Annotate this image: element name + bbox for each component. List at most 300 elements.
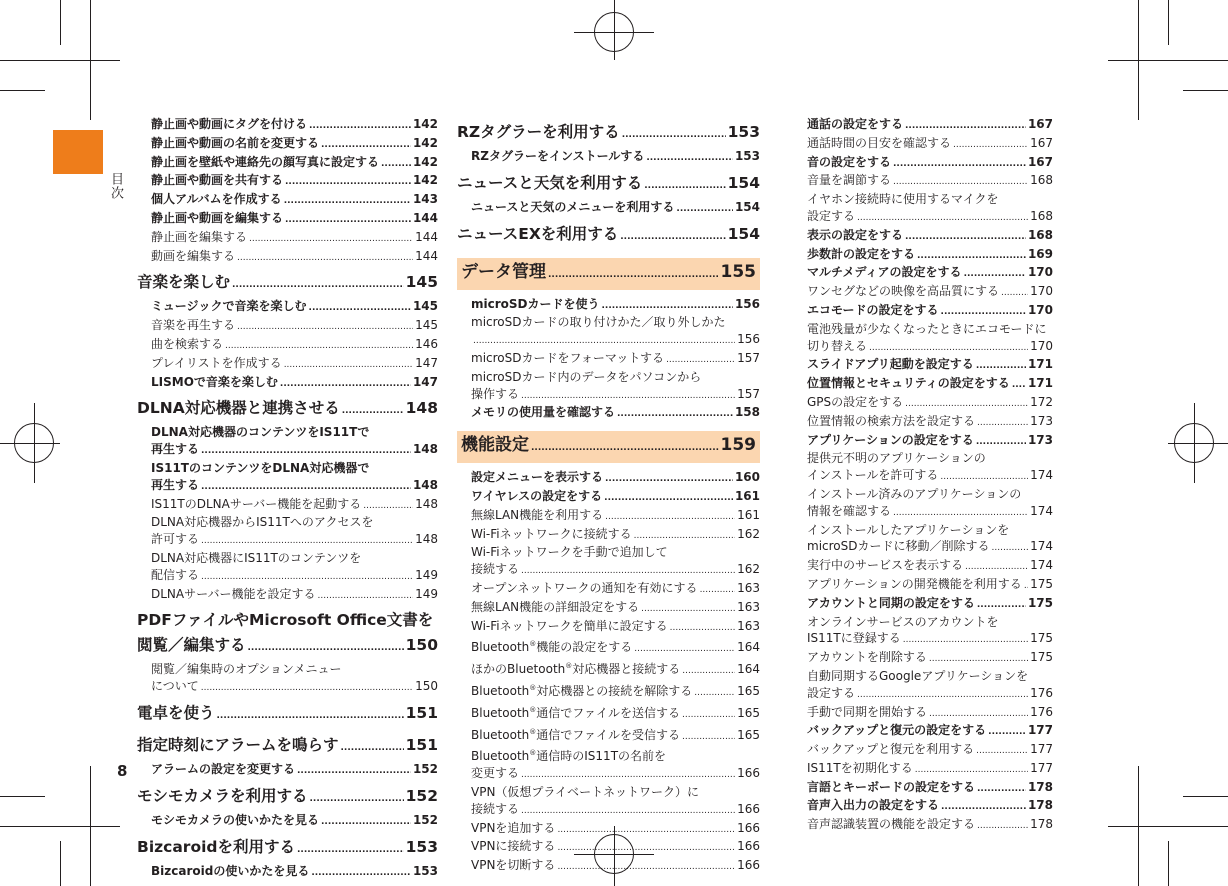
entry-title: 音声認識装置の機能を設定する [807, 817, 976, 832]
entry-title-post: 対応機器と接続する [572, 662, 681, 677]
dot-leader [953, 135, 1028, 154]
entry-title: モシモカメラの使いかたを見る [151, 812, 320, 827]
page-ref: 166 [737, 766, 760, 781]
dot-leader [634, 639, 735, 658]
toc-entry [457, 784, 760, 820]
toc-entry [793, 375, 1053, 394]
page-ref: 177 [1030, 760, 1053, 775]
page-ref: 166 [737, 858, 760, 873]
entry-title: Bizcaroidを利用する [137, 837, 295, 856]
page-ref: 178 [1027, 798, 1053, 813]
entry-title: Wi-Fiネットワークを簡単に設定する [471, 618, 668, 633]
entry-title: バックアップと復元の設定をする [807, 723, 987, 738]
toc-column-1 [137, 116, 438, 881]
page-ref: 158 [734, 405, 760, 420]
entry-title: アカウントを削除する [807, 650, 927, 665]
dot-leader [634, 526, 735, 545]
dot-leader [620, 222, 725, 250]
side-tab-marker [53, 130, 103, 174]
toc-entry [793, 595, 1053, 614]
toc-entry [793, 321, 1053, 357]
dot-leader [929, 704, 1028, 723]
page-ref: 145 [412, 299, 438, 314]
toc-item [793, 630, 1053, 649]
chapter-heading [137, 396, 438, 424]
page-ref: 178 [1030, 817, 1053, 832]
toc-entry [457, 724, 760, 746]
toc-item [137, 586, 438, 605]
toc-item-line1: microSDカードの取り付けかた／取り外しかた [471, 315, 726, 330]
toc-entry [137, 270, 438, 298]
toc-entry [793, 246, 1053, 265]
toc-entry [793, 704, 1053, 723]
toc-item [457, 724, 760, 746]
dot-leader [280, 374, 411, 393]
page-ref: 175 [1030, 631, 1053, 646]
dot-leader [201, 531, 413, 550]
toc-entry [793, 394, 1053, 413]
dot-leader [857, 685, 1028, 704]
dot-leader [321, 812, 411, 831]
toc-entry [793, 557, 1053, 576]
toc-entry [793, 172, 1053, 191]
page-ref: 173 [1027, 432, 1053, 447]
chapter-heading [137, 701, 438, 729]
dot-leader [201, 567, 413, 586]
toc-item [457, 199, 760, 218]
toc-entry [457, 431, 760, 463]
toc-item [793, 264, 1053, 283]
entry-title: ワンセグなどの映像を高品質にする [807, 284, 1000, 299]
page-ref: 172 [1030, 394, 1053, 409]
toc-item [793, 432, 1053, 451]
entry-title: 歩数計の設定をする [807, 246, 916, 261]
page-ref: 167 [1027, 117, 1053, 131]
toc-item [793, 797, 1053, 816]
dot-leader [893, 154, 1026, 173]
toc-entry [137, 761, 438, 780]
page-ref: 170 [1027, 265, 1053, 280]
page-ref: 170 [1030, 284, 1053, 299]
toc-item [137, 154, 438, 173]
toc-item [793, 741, 1053, 760]
page-ref: 162 [737, 562, 760, 577]
toc-entry [137, 229, 438, 248]
entry-title: VPNを追加する [471, 820, 556, 835]
entry-title: 個人アルバムを作成する [151, 192, 282, 207]
entry-title: ニュースと天気のメニューを利用する [471, 199, 675, 214]
toc-entry [137, 248, 438, 267]
page-ref: 144 [415, 229, 438, 244]
dot-leader [905, 116, 1026, 135]
dot-leader [622, 120, 726, 148]
toc-entry [457, 820, 760, 839]
dot-leader [201, 441, 411, 460]
entry-title: アプリケーションの設定をする [807, 432, 974, 447]
toc-entry [457, 857, 760, 876]
dot-leader [557, 857, 735, 876]
toc-item [457, 148, 760, 167]
toc-entry [457, 680, 760, 702]
page-ref: 177 [1030, 742, 1053, 757]
entry-title: 位置情報とセキュリティの設定をする [807, 376, 1010, 391]
page-ref: 162 [737, 526, 760, 541]
page-ref: 161 [734, 488, 760, 503]
toc-item [457, 680, 760, 702]
toc-entry [457, 838, 760, 857]
dot-leader [237, 317, 413, 336]
toc-item-line1: インストールしたアプリケーションを [807, 522, 1010, 537]
section-heading [457, 258, 760, 290]
page-ref: 161 [737, 507, 760, 522]
entry-title: ニュースと天気を利用する [457, 173, 643, 192]
dot-leader [521, 765, 735, 784]
entry-title: 閲覧／編集する [137, 636, 246, 655]
dot-leader [941, 302, 1026, 321]
dot-leader [521, 561, 735, 580]
toc-item [457, 618, 760, 637]
dot-leader [617, 404, 733, 423]
page-ref: 163 [737, 599, 760, 614]
entry-title: 設定する [807, 685, 856, 700]
toc-item [793, 538, 1053, 557]
toc-entry [793, 227, 1053, 246]
toc-entry [137, 116, 438, 135]
dot-leader [309, 116, 411, 135]
toc-item [793, 375, 1053, 394]
dot-leader [929, 649, 1028, 668]
entry-title: LISMOで音楽を楽しむ [151, 374, 278, 389]
page-ref: 142 [412, 117, 438, 131]
toc-item [137, 812, 438, 831]
toc-item [793, 116, 1053, 135]
toc-item [457, 526, 760, 545]
toc-item-line1: microSDカード内のデータをパソコンから [471, 369, 702, 384]
toc-item [793, 760, 1053, 779]
entry-title: microSDカードに移動／削除する [807, 539, 990, 554]
toc-item [137, 229, 438, 248]
toc-item-line1: 自動同期するGoogleアプリケーションを [807, 668, 1029, 683]
page-ref: 160 [734, 470, 760, 485]
toc-item [137, 477, 438, 496]
toc-item [137, 761, 438, 780]
toc-entry [137, 135, 438, 154]
toc-entry [137, 496, 438, 515]
toc-entry [793, 614, 1053, 650]
entry-title: 音の設定をする [807, 154, 892, 169]
dot-leader [381, 154, 411, 173]
dot-leader [1001, 283, 1028, 302]
toc-item [457, 488, 760, 507]
page-ref: 166 [737, 820, 760, 835]
page-ref: 157 [737, 386, 760, 401]
toc-item [137, 135, 438, 154]
toc-entry [793, 413, 1053, 432]
entry-title-post: 通信でファイルを受信する [536, 727, 681, 742]
dot-leader [905, 227, 1026, 246]
dot-leader [605, 469, 733, 488]
toc-entry [457, 488, 760, 507]
page-ref: 142 [412, 135, 438, 150]
page-ref: 176 [1030, 704, 1053, 719]
entry-title: について [151, 679, 199, 694]
side-tab-label: 目次 [108, 172, 123, 200]
toc-entry [793, 668, 1053, 704]
dot-leader [976, 741, 1028, 760]
page-ref: 170 [1030, 338, 1053, 353]
toc-item [137, 172, 438, 191]
toc-item [457, 658, 760, 680]
registered-mark: ® [529, 683, 537, 692]
toc-entry [457, 618, 760, 637]
page-ref: 175 [1027, 595, 1053, 610]
entry-title-pre: Bluetooth [471, 683, 530, 698]
dot-leader [297, 761, 411, 780]
dot-leader [976, 432, 1026, 451]
entry-title: 情報を確認する [807, 503, 892, 518]
toc-entry [793, 191, 1053, 227]
entry-title: VPNを切断する [471, 858, 556, 873]
toc-entry [793, 356, 1053, 375]
toc-item [137, 298, 438, 317]
entry-title: IS11Tを初期化する [807, 760, 913, 775]
entry-title: RZタグラーを利用する [457, 123, 620, 141]
toc-item [793, 135, 1053, 154]
toc-entry [457, 526, 760, 545]
entry-title: 指定時刻にアラームを鳴らす [137, 735, 339, 754]
page-ref: 154 [734, 199, 760, 214]
dot-leader [941, 797, 1026, 816]
dot-leader [670, 618, 735, 637]
page-ref: 165 [737, 683, 760, 698]
toc-item [137, 441, 438, 460]
page-ref: 166 [737, 801, 760, 816]
page-ref: 150 [415, 679, 438, 694]
entry-title: スライドアプリ起動を設定する [807, 357, 974, 372]
toc-entry [793, 779, 1053, 798]
entry-title: 再生する [151, 477, 200, 492]
dot-leader [992, 538, 1029, 557]
toc-item [137, 317, 438, 336]
page-ref: 166 [737, 839, 760, 854]
page-ref: 167 [1030, 135, 1053, 150]
toc-entry [793, 760, 1053, 779]
entry-title: 動画を編集する [151, 248, 236, 263]
entry-title: RZタグラーをインストールする [471, 149, 645, 163]
entry-title: 設定する [807, 208, 856, 223]
toc-entry [137, 608, 438, 661]
page-ref: 152 [412, 761, 438, 776]
page-ref: 163 [737, 580, 760, 595]
entry-title: 静止画を編集する [151, 229, 248, 244]
dot-leader [641, 599, 735, 618]
toc-item [137, 116, 438, 135]
page-ref: 153 [405, 837, 438, 856]
dot-leader [940, 467, 1028, 486]
dot-leader [473, 331, 735, 350]
toc-item [793, 649, 1053, 668]
page-ref: 168 [1030, 208, 1053, 223]
toc-entry [137, 374, 438, 393]
toc-item [457, 838, 760, 857]
dot-leader [666, 350, 735, 369]
toc-entry [457, 544, 760, 580]
toc-item-line1: DLNA対応機器のコンテンツをIS11Tで [151, 425, 370, 440]
dot-leader [521, 801, 735, 820]
toc-item [793, 467, 1053, 486]
page-ref: 150 [405, 636, 438, 655]
toc-entry [137, 154, 438, 173]
toc-item-line1: オンラインサービスのアカウントを [807, 614, 999, 629]
entry-title: 操作する [471, 386, 520, 401]
page-ref: 176 [1030, 685, 1053, 700]
toc-entry [137, 550, 438, 586]
toc-item [457, 857, 760, 876]
toc-entry [457, 469, 760, 488]
dot-leader [605, 507, 735, 526]
dot-leader [237, 248, 413, 267]
entry-title: モシモカメラを利用する [137, 786, 308, 805]
entry-title: 通話の設定をする [807, 117, 904, 131]
toc-entry [457, 199, 760, 218]
page-ref: 151 [405, 735, 438, 754]
toc-item [457, 702, 760, 724]
toc-entry [793, 135, 1053, 154]
dot-leader [682, 705, 735, 724]
toc-item [793, 172, 1053, 191]
toc-item [793, 338, 1053, 357]
page-ref: 152 [412, 812, 438, 827]
toc-item [793, 356, 1053, 375]
toc-entry [793, 576, 1053, 595]
toc-entry [457, 369, 760, 405]
dot-leader [977, 413, 1028, 432]
page-ref: 145 [405, 273, 438, 292]
toc-entry [457, 120, 760, 148]
dot-leader [285, 210, 411, 229]
entry-title: アプリケーションの開発機能を利用する [807, 576, 1022, 591]
toc-entry [457, 314, 760, 350]
toc-item-line1: DLNA対応機器にIS11Tのコンテンツを [151, 550, 362, 565]
entry-title: 言語とキーボードの設定をする [807, 779, 976, 794]
entry-title: 変更する [471, 766, 520, 781]
page-ref: 148 [415, 496, 438, 511]
toc-item-line1: IS11TのコンテンツをDLNA対応機器で [151, 460, 370, 475]
registered-mark: ® [529, 640, 537, 649]
entry-title: マルチメディアの設定をする [807, 265, 962, 280]
page-ref: 174 [1030, 558, 1053, 573]
registered-mark: ® [529, 749, 537, 758]
entry-title: 無線LAN機能の詳細設定をする [471, 599, 640, 614]
dot-leader [310, 784, 404, 812]
entry-title [471, 658, 680, 678]
toc-item [793, 595, 1053, 614]
entry-title: 静止画や動画を共有する [151, 173, 284, 188]
entry-title-pre: Bluetooth [471, 705, 530, 720]
entry-title: 表示の設定をする [807, 227, 904, 242]
page-ref: 177 [1027, 723, 1053, 738]
entry-title: データ管理 [461, 261, 546, 282]
entry-title: 無線LAN機能を利用する [471, 507, 604, 522]
toc-item [457, 636, 760, 658]
dot-leader [285, 172, 411, 191]
page-ref: 156 [734, 296, 760, 311]
toc-item-line1: VPN（仮想プライベートネットワーク）に [471, 784, 699, 799]
entry-title: GPSの設定をする [807, 394, 904, 409]
toc-entry [457, 702, 760, 724]
toc-entry [793, 741, 1053, 760]
entry-title: 接続する [471, 801, 520, 816]
toc-item [137, 531, 438, 550]
page-ref: 164 [737, 640, 760, 655]
toc-entry [457, 658, 760, 680]
toc-item [793, 227, 1053, 246]
entry-title: Bizcaroidの使いかたを見る [151, 863, 310, 878]
toc-item-line1: イヤホン接続時に使用するマイクを [807, 192, 999, 207]
toc-item [457, 350, 760, 369]
toc-entry [793, 486, 1053, 522]
dot-leader [557, 838, 735, 857]
toc-item [457, 765, 760, 784]
toc-item [137, 863, 438, 882]
entry-title: エコモードの設定をする [807, 302, 939, 317]
dot-leader [917, 246, 1026, 265]
toc-item [457, 580, 760, 599]
toc-entry [457, 745, 760, 784]
page-number: 8 [117, 762, 128, 780]
dot-leader [976, 356, 1026, 375]
dot-leader [232, 270, 404, 298]
toc-entry [137, 701, 438, 729]
page-ref: 153 [412, 863, 438, 878]
toc-entry [457, 404, 760, 423]
page-ref: 168 [1027, 227, 1053, 242]
toc-item-line1: インストール済みのアプリケーションの [807, 486, 1022, 501]
toc-column-3 [793, 116, 1053, 835]
dot-leader [893, 172, 1028, 191]
toc-column-2 [457, 116, 760, 876]
entry-title: 再生する [151, 442, 200, 457]
page-ref: 148 [415, 532, 438, 547]
page-ref: 146 [415, 336, 438, 351]
toc-entry [137, 424, 438, 460]
entry-title: 音声入出力の設定をする [807, 798, 940, 813]
entry-title: 音量を調節する [807, 173, 892, 188]
toc-entry [457, 258, 760, 290]
toc-entry [457, 599, 760, 618]
entry-title-pre: Bluetooth [471, 727, 530, 742]
chapter-heading [457, 120, 760, 148]
entry-title-post: 対応機器との接続を解除する [536, 683, 693, 698]
entry-title: microSDカードを使う [471, 296, 600, 311]
dot-leader [1024, 576, 1028, 595]
toc-item [793, 394, 1053, 413]
entry-title: アカウントと同期の設定をする [807, 595, 975, 610]
chapter-heading [457, 171, 760, 199]
toc-entry [457, 222, 760, 250]
toc-item [137, 191, 438, 210]
toc-entry [137, 396, 438, 424]
dot-leader [225, 336, 413, 355]
page-ref: 175 [1030, 576, 1053, 591]
page-ref: 149 [415, 586, 438, 601]
toc-entry [137, 835, 438, 863]
toc-item [793, 685, 1053, 704]
entry-title: 機能設定 [461, 435, 529, 456]
toc-entry [137, 863, 438, 882]
toc-item [137, 374, 438, 393]
page-ref: 142 [412, 173, 438, 188]
